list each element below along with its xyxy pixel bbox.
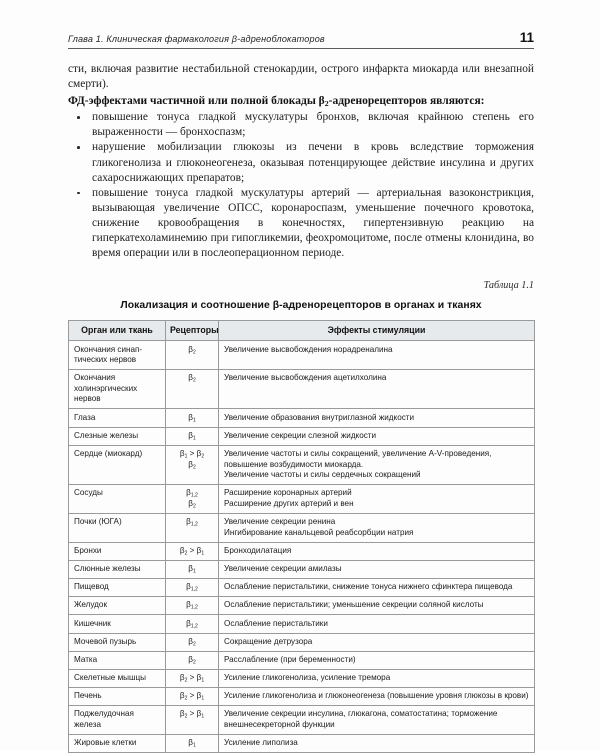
cell-effects: Увеличение секреции инсулина, глюкагона, соматостатина; торможение внешнесекреторной функции <box>219 706 535 735</box>
table-row <box>69 409 535 427</box>
cell-receptors: $\beta_1$ <box>166 409 219 427</box>
table-header <box>69 321 535 341</box>
cell-organ: Почки (ЮГА) <box>69 513 166 542</box>
table-row <box>69 579 535 597</box>
cell-receptors: $\beta_{1,2}$ <box>166 615 219 633</box>
table-row <box>69 597 535 615</box>
table-row <box>69 615 535 633</box>
cell-effects: Ослабление перистальтики, снижение тонуса нижнего сфинктера пищевода <box>219 579 535 597</box>
cell-effects: Усиление гликогенолиза и глюконеогенеза (повышение уровня глюкозы в крови) <box>219 688 535 706</box>
table-row <box>69 633 535 651</box>
table-header-row <box>69 321 535 341</box>
cell-organ: Окончания холинэргических нервов <box>69 370 166 409</box>
cell-receptors: $\beta_2 > \beta_1$ <box>166 688 219 706</box>
table-row <box>69 445 535 484</box>
cell-receptors: $\beta_2 > \beta_1$ <box>166 706 219 735</box>
cell-effects: Расширение коронарных артерий Расширение других артерий и вен <box>219 485 535 514</box>
cell-organ: Поджелудочная железа <box>69 706 166 735</box>
column-header-organ: Орган или ткань <box>69 321 166 341</box>
cell-receptors: $\beta_1$ <box>166 427 219 445</box>
table-body <box>69 341 535 753</box>
cell-effects: Сокращение детрузора <box>219 633 535 651</box>
running-head <box>68 30 534 49</box>
cell-receptors: $\beta_{1,2}$ $\beta_2$ <box>166 485 219 514</box>
table-row <box>69 651 535 669</box>
table-row <box>69 370 535 409</box>
cell-receptors: $\beta_2$ <box>166 341 219 370</box>
table-row <box>69 427 535 445</box>
table-row <box>69 341 535 370</box>
cell-receptors: $\beta_2$ <box>166 370 219 409</box>
cell-receptors: $\beta_1$ <box>166 734 219 752</box>
cell-effects: Увеличение частоты и силы сокращений, увеличение A-V-проведения, повышение возбудимости миокарда. Увеличение частоты и силы сердечных сокращений <box>219 445 535 484</box>
cell-effects: Увеличение высвобождения ацетилхолина <box>219 370 535 409</box>
cell-organ: Жировые клетки <box>69 734 166 752</box>
table-title: Локализация и соотношение β-адренорецепторов в органах и тканях <box>120 300 482 312</box>
column-header-effects: Эффекты стимуляции <box>219 321 535 341</box>
cell-organ: Печень <box>69 688 166 706</box>
cell-effects: Расслабление (при беременности) <box>219 651 535 669</box>
list-item <box>68 110 534 140</box>
running-head-title: Глава 1. Клиническая фармакология β-адреноблокаторов <box>68 34 325 44</box>
cell-organ: Сосуды <box>69 485 166 514</box>
table-row <box>69 560 535 578</box>
bullet-dot-icon <box>77 146 80 149</box>
cell-organ: Скелетные мышцы <box>69 669 166 687</box>
bullet-dot-icon <box>77 192 80 195</box>
cell-organ: Окончания синаптических нервов <box>69 341 166 370</box>
bullet-list <box>68 110 534 261</box>
cell-receptors: $\beta_{1,2}$ <box>166 513 219 542</box>
table-number-label: Таблица 1.1 <box>483 280 534 292</box>
cell-receptors: $\beta_{1,2}$ <box>166 597 219 615</box>
list-item-text: повышение тонуса гладкой мускулатуры артерий — артериальная вазоконстрикция, вызывающая увеличение ОПСС, коронароспазм, уменьшение почечного кровотока, снижение кровообращения в конечностях, гипертензивную реакцию на гиперкатехоламинемию при гипогликемии, феохромоцитоме, после отмены клонидина, во время операции или в послеоперационном периоде. <box>92 186 534 260</box>
table-row <box>69 513 535 542</box>
cell-receptors: $\beta_2$ <box>166 633 219 651</box>
cell-receptors: $\beta_2 > \beta_1$ <box>166 669 219 687</box>
cell-effects: Ослабление перистальтики; уменьшение секреции соляной кислоты <box>219 597 535 615</box>
cell-organ: Матка <box>69 651 166 669</box>
lead-in-sentence: ФД-эффектами частичной или полной блокады $\beta_2$-адренорецепторов являются: <box>68 95 485 109</box>
cell-effects: Усиление липолиза <box>219 734 535 752</box>
cell-organ: Слюнные железы <box>69 560 166 578</box>
cell-organ: Желудок <box>69 597 166 615</box>
cell-effects: Ослабление перистальтики <box>219 615 535 633</box>
table-row <box>69 706 535 735</box>
page-number: 11 <box>519 30 534 45</box>
list-item <box>68 140 534 185</box>
cell-organ: Пищевод <box>69 579 166 597</box>
cell-effects: Увеличение высвобождения норадреналина <box>219 341 535 370</box>
cell-receptors: $\beta_1 > \beta_2$ $\beta_2$ <box>166 445 219 484</box>
paragraph-continuation: сти, включая развитие нестабильной стенокардии, острого инфаркта миокарда или внезапной смерти). <box>68 63 534 91</box>
cell-effects: Бронходилатация <box>219 542 535 560</box>
cell-organ: Мочевой пузырь <box>69 633 166 651</box>
cell-organ: Глаза <box>69 409 166 427</box>
table-row <box>69 688 535 706</box>
cell-organ: Сердце (миокард) <box>69 445 166 484</box>
cell-receptors: $\beta_2 > \beta_1$ <box>166 542 219 560</box>
cell-effects: Увеличение секреции слезной жидкости <box>219 427 535 445</box>
table-row <box>69 669 535 687</box>
cell-effects: Усиление гликогенолиза, усиление тремора <box>219 669 535 687</box>
list-item-text: повышение тонуса гладкой мускулатуры бронхов, включая крайнюю степень его выраженности — бронхоспазм; <box>92 111 534 139</box>
cell-receptors: $\beta_2$ <box>166 651 219 669</box>
cell-organ: Бронхи <box>69 542 166 560</box>
page-content <box>68 30 534 753</box>
receptor-localization-table <box>68 320 535 753</box>
table-row <box>69 485 535 514</box>
cell-effects: Увеличение образования внутриглазной жидкости <box>219 409 535 427</box>
cell-organ: Кишечник <box>69 615 166 633</box>
cell-organ: Слезные железы <box>69 427 166 445</box>
column-header-receptors: Рецепторы <box>166 321 219 341</box>
body-text <box>68 62 534 261</box>
cell-effects: Увеличение секреции амилазы <box>219 560 535 578</box>
cell-receptors: $\beta_{1,2}$ <box>166 579 219 597</box>
cell-receptors: $\beta_1$ <box>166 560 219 578</box>
bullet-dot-icon <box>77 116 80 119</box>
cell-effects: Увеличение секреции ренина Ингибирование канальцевой реабсорбции натрия <box>219 513 535 542</box>
list-item-text: нарушение мобилизации глюкозы из печени в кровь вследствие торможения гликогенолиза и глюконеогенеза, оказывая потенцирующее действие инсулина и других сахароснижающих препаратов; <box>92 141 534 184</box>
table-row <box>69 542 535 560</box>
list-item <box>68 186 534 261</box>
